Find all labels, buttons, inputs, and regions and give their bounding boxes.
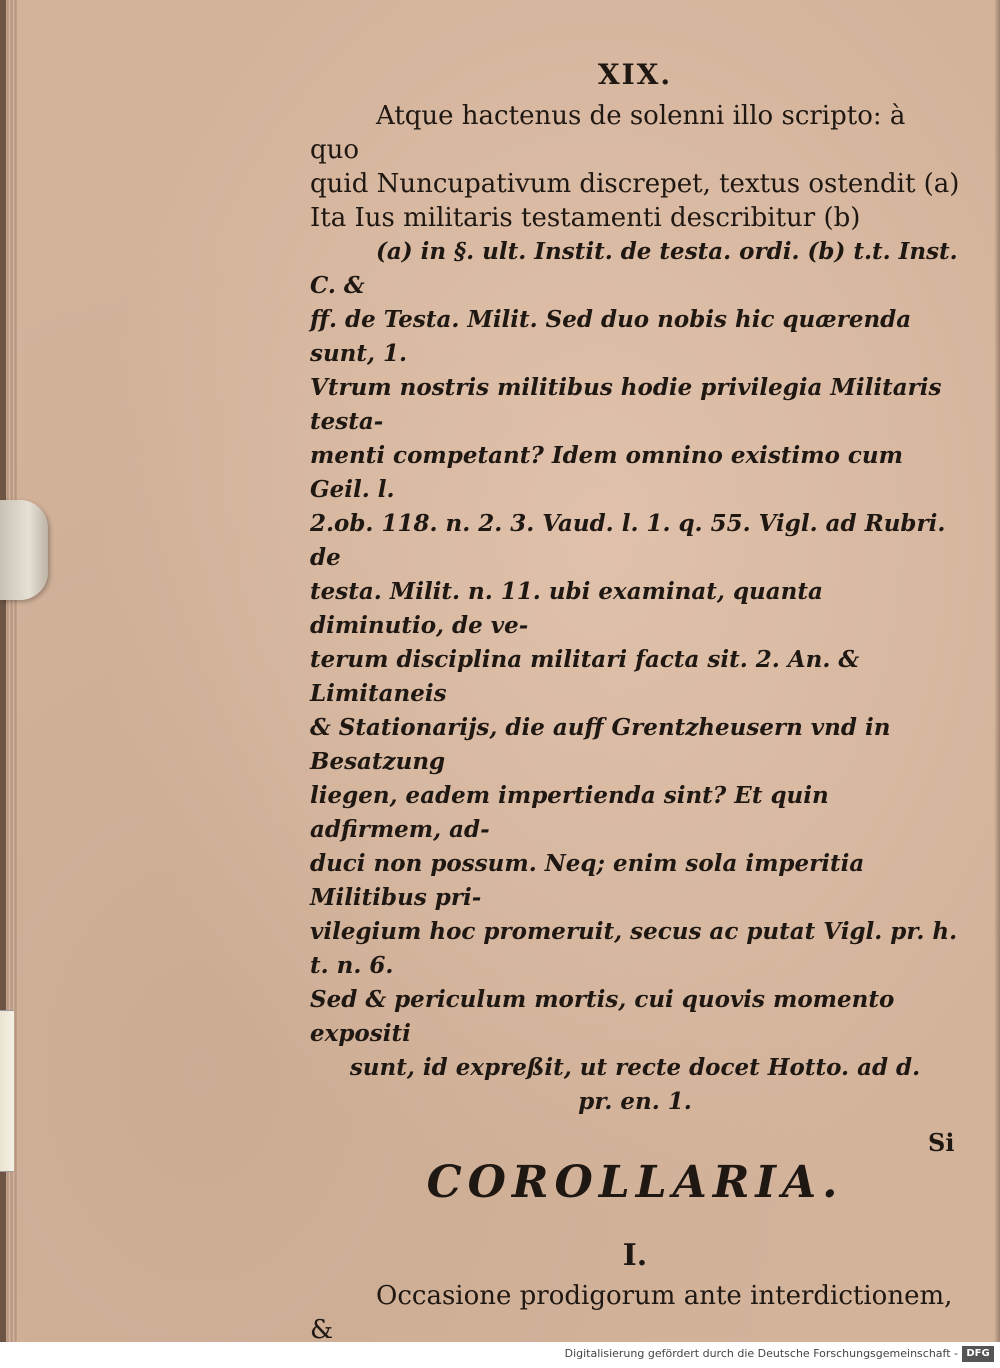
text-block: [310, 58, 960, 1342]
note-line: ff. de Testa. Milit. Sed duo nobis hic quærenda sunt, 1.: [310, 306, 912, 367]
body-line: Occasione prodigorum ante interdictionem, &: [310, 1281, 953, 1342]
catchword: Si: [928, 1128, 955, 1157]
note-line: vilegium hoc promeruit, secus ac putat Vigl. pr. h. t. n. 6.: [310, 918, 958, 979]
note-line: Vtrum nostris militibus hodie privilegia Militaris testa-: [310, 374, 942, 435]
page-edge-right: [994, 0, 1000, 1342]
digitization-footer: [0, 1342, 1000, 1368]
note-line: 2.ob. 118. n. 2. 3. Vaud. l. 1. q. 55. Vigl. ad Rubri. de: [310, 510, 946, 571]
folio-number: XIX.: [597, 58, 673, 91]
clip-tab: [0, 500, 48, 600]
section-number: I.: [622, 1238, 648, 1273]
body-line: Ita Ius militaris testamenti describitur (b): [310, 203, 861, 233]
section-title: COROLLARIA.: [426, 1157, 844, 1208]
note-line: terum disciplina militari facta sit. 2. An. & Limitaneis: [310, 646, 860, 707]
note-line: Sed & periculum mortis, cui quovis momento expositi: [310, 986, 895, 1047]
body-line: Atque hactenus de solenni illo scripto: à quo: [310, 101, 906, 165]
note-line: & Stationarijs, die auff Grentzheusern vnd in Besatzung: [310, 714, 891, 775]
note-line: pr. en. 1.: [578, 1088, 692, 1115]
note-line: testa. Milit. n. 11. ubi examinat, quanta diminutio, de ve-: [310, 578, 823, 639]
paper-marker: [0, 1010, 14, 1172]
footer-credit: Digitalisierung gefördert durch die Deutsche Forschungsgemeinschaft -: [564, 1347, 958, 1360]
note-line: sunt, id expreßit, ut recte docet Hotto. ad d.: [349, 1054, 921, 1081]
note-line: liegen, eadem impertienda sint? Et quin adfirmem, ad-: [310, 782, 829, 843]
note-line: (a) in §. ult. Instit. de testa. ordi. (b) t.t. Inst. C. &: [310, 238, 958, 299]
note-line: menti competant? Idem omnino existimo cum Geil. l.: [310, 442, 903, 503]
note-line: duci non possum. Neq; enim sola imperitia Militibus pri-: [310, 850, 865, 911]
dfg-logo-icon: DFG: [962, 1346, 994, 1362]
body-line: quid Nuncupativum discrepet, textus ostendit (a): [310, 169, 960, 199]
